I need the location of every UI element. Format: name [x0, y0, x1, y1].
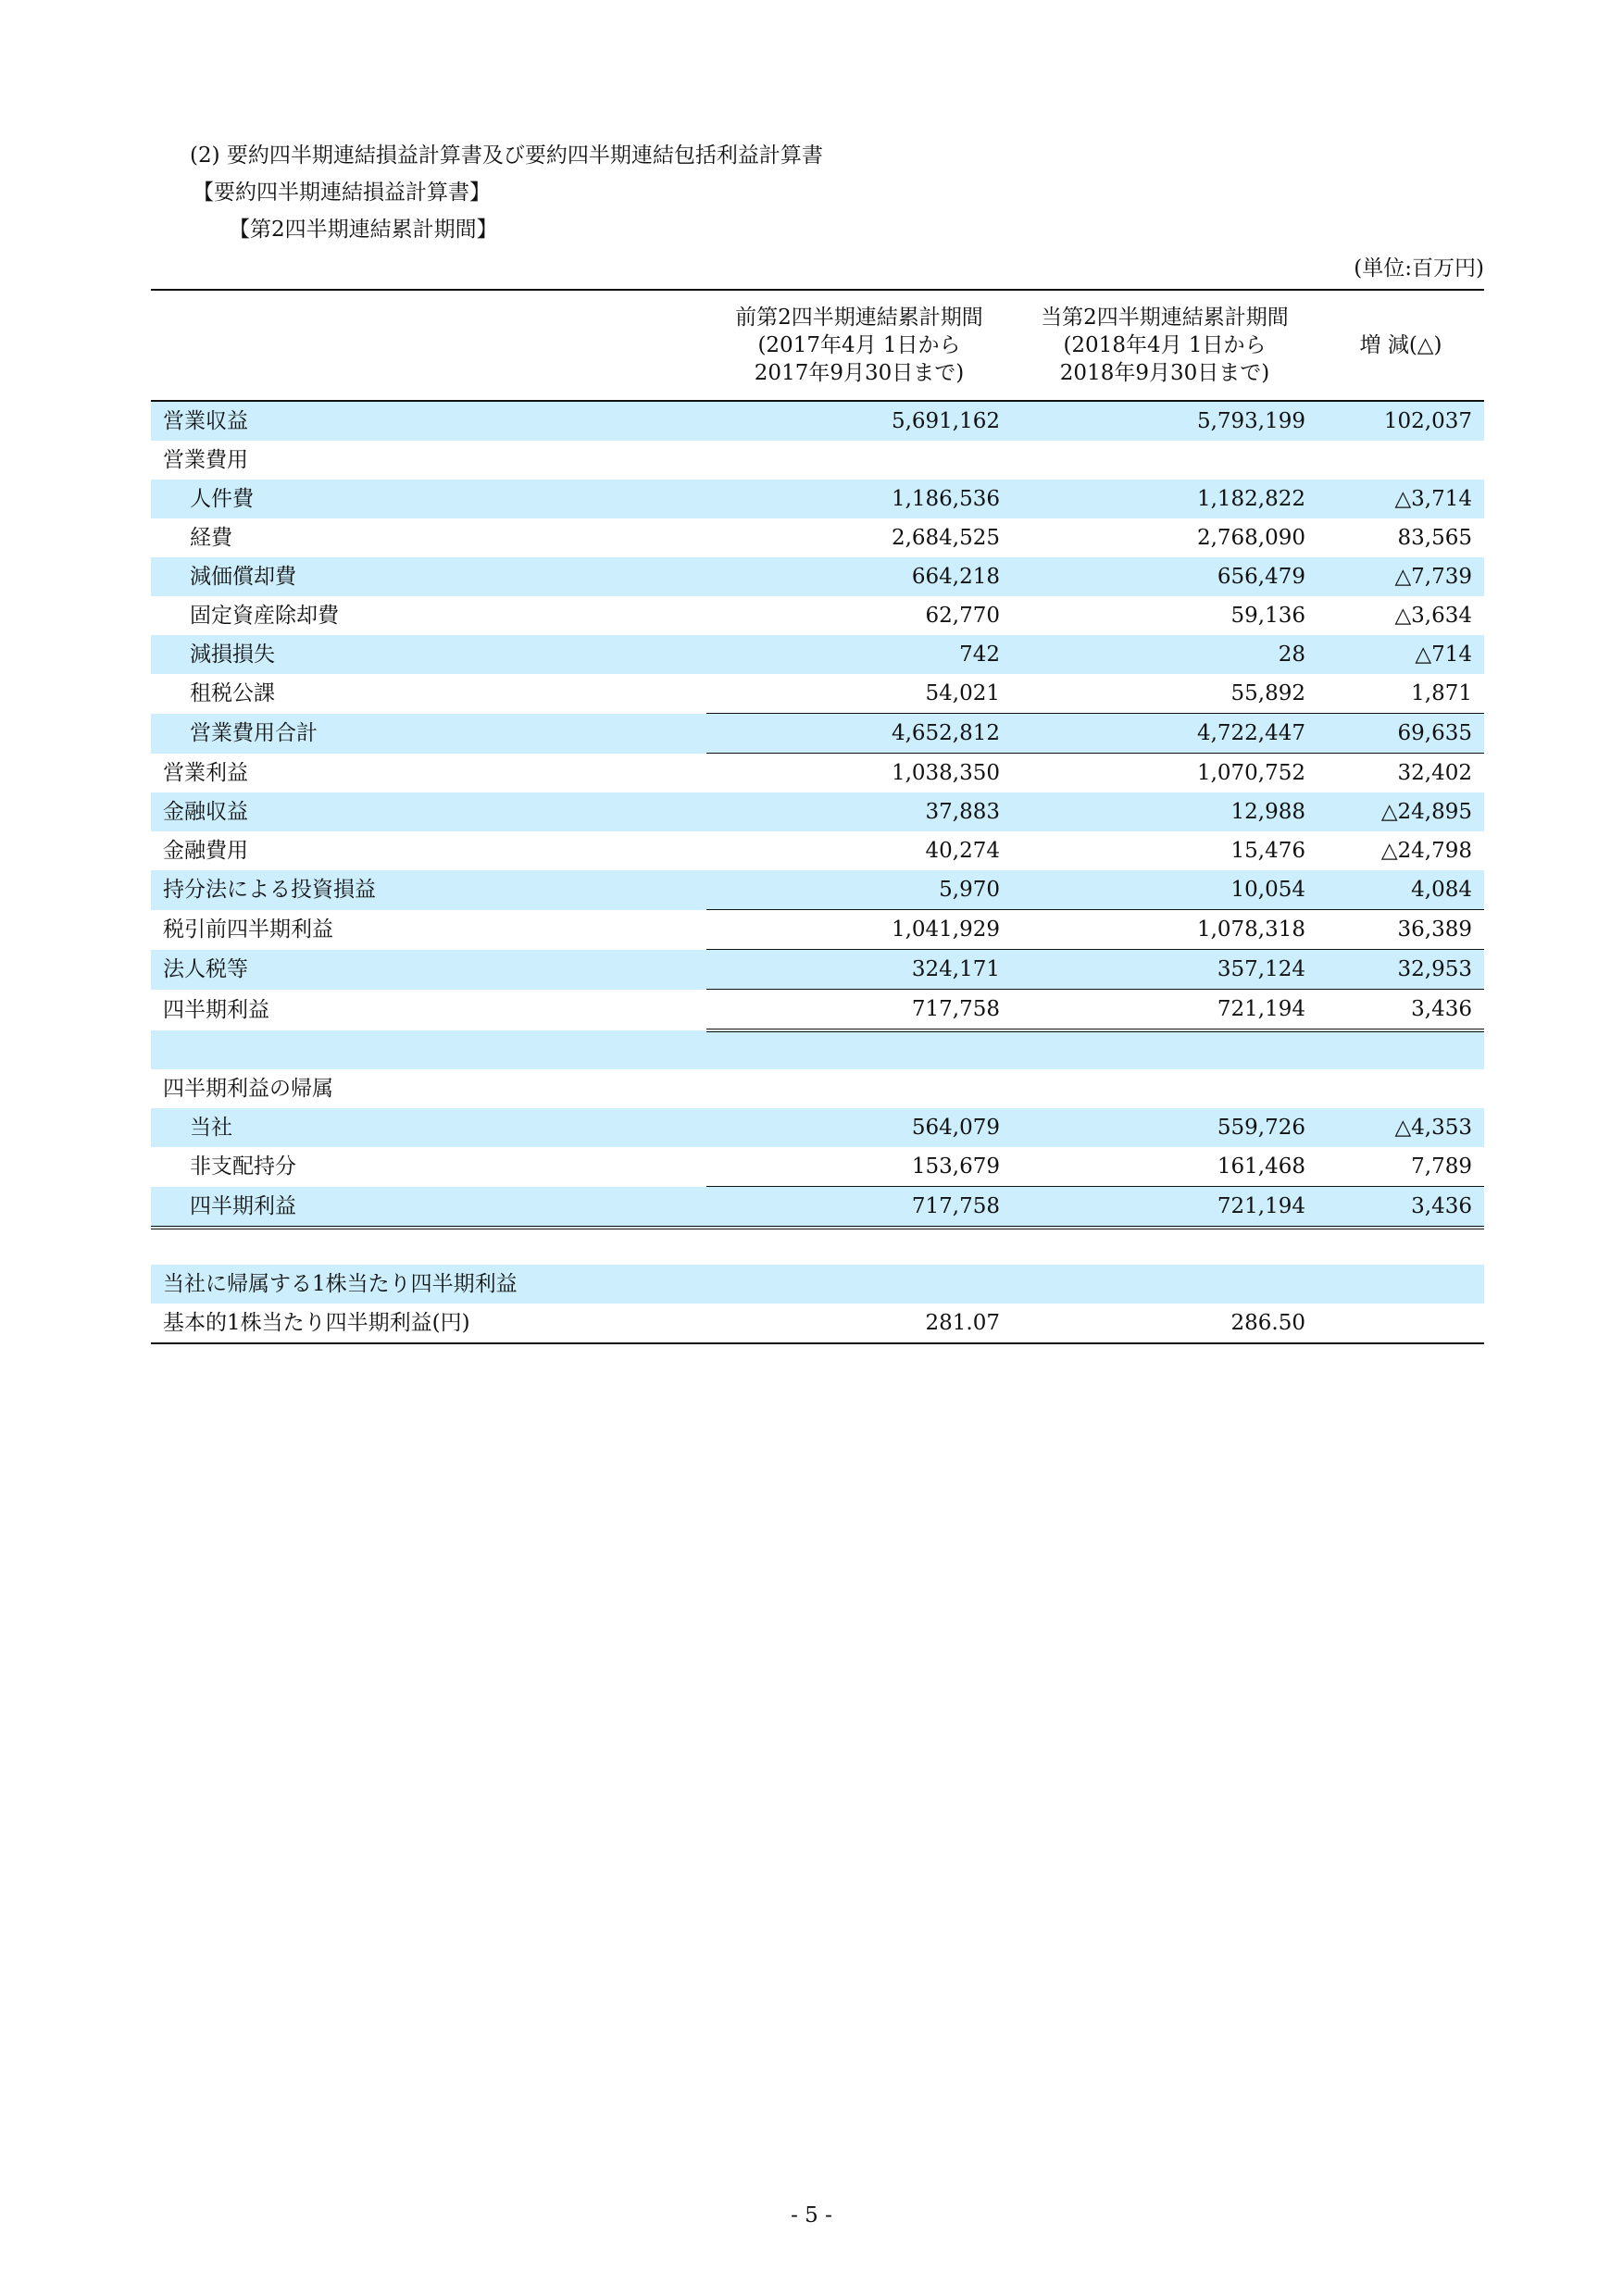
unit-label: (単位:百万円) — [1354, 256, 1484, 281]
page-number: - 5 - — [791, 2203, 832, 2227]
row-label: 人件費 — [151, 480, 706, 518]
change-value: 36,389 — [1317, 910, 1484, 950]
column-header-prev: 前第2四半期連結累計期間 (2017年4月 1日から 2017年9月30日まで) — [735, 306, 983, 385]
table-row — [151, 1108, 1484, 1147]
curr-value: 28 — [1012, 635, 1317, 674]
row-label: 基本的1株当たり四半期利益(円) — [151, 1304, 706, 1343]
row-label: 租税公課 — [190, 681, 275, 706]
curr-value: 656,479 — [1012, 557, 1317, 596]
header-blank — [151, 290, 706, 401]
row-label: 税引前四半期利益 — [163, 917, 333, 942]
prev-value: 153,679 — [911, 1154, 1000, 1179]
prev-value: 54,021 — [925, 681, 1000, 705]
curr-value: 161,468 — [1217, 1154, 1305, 1179]
statement-title: 【要約四半期連結損益計算書】 — [193, 181, 491, 205]
prev-value: 281.07 — [706, 1304, 1012, 1343]
column-header-curr: 当第2四半期連結累計期間 (2018年4月 1日から 2018年9月30日まで) — [1041, 306, 1289, 385]
table-row — [151, 1147, 1484, 1187]
prev-value: 1,038,350 — [706, 754, 1012, 793]
row-label: 営業収益 — [151, 401, 706, 441]
table-row — [151, 557, 1484, 596]
table-row — [151, 441, 1484, 480]
table-row — [151, 674, 1484, 714]
curr-value: 59,136 — [1230, 604, 1305, 628]
change-value: 4,084 — [1317, 870, 1484, 910]
curr-value: 12,988 — [1012, 792, 1317, 831]
row-label: 営業費用 — [163, 448, 248, 472]
curr-value: 4,722,447 — [1012, 714, 1317, 754]
prev-value: 62,770 — [925, 604, 1000, 628]
curr-value: 721,194 — [1012, 990, 1317, 1031]
curr-value: 721,194 — [1012, 1187, 1317, 1229]
change-value — [1317, 1304, 1484, 1343]
change-value: 102,037 — [1317, 401, 1484, 441]
table-row — [151, 950, 1484, 990]
row-label: 経費 — [190, 526, 232, 550]
curr-value — [1012, 441, 1317, 480]
table-row-subtotal — [151, 714, 1484, 754]
change-value: 32,953 — [1317, 950, 1484, 990]
prev-value: 717,758 — [706, 1187, 1012, 1229]
curr-value: 1,078,318 — [1012, 910, 1317, 950]
prev-value: 324,171 — [706, 950, 1012, 990]
prev-value: 37,883 — [706, 792, 1012, 831]
prev-value: 742 — [706, 635, 1012, 674]
prev-value: 4,652,812 — [706, 714, 1012, 754]
table-row — [151, 831, 1484, 870]
change-value: 83,565 — [1397, 526, 1472, 550]
row-label: 非支配持分 — [190, 1154, 296, 1179]
change-value — [1317, 441, 1484, 480]
eps-heading: 当社に帰属する1株当たり四半期利益 — [151, 1265, 706, 1304]
row-label: 固定資産除却費 — [190, 604, 339, 628]
row-label: 当社 — [151, 1108, 706, 1147]
row-label: 金融収益 — [151, 792, 706, 831]
change-value: △7,739 — [1317, 557, 1484, 596]
curr-value: 1,182,822 — [1012, 480, 1317, 518]
curr-value: 1,070,752 — [1012, 754, 1317, 793]
column-header-change: 増 減(△) — [1359, 333, 1442, 357]
curr-value: 10,054 — [1012, 870, 1317, 910]
column-header-row — [151, 290, 1484, 401]
row-label: 減価償却費 — [151, 557, 706, 596]
table-row-total — [151, 990, 1484, 1031]
change-value: △3,714 — [1317, 480, 1484, 518]
change-value: △714 — [1317, 635, 1484, 674]
table-row — [151, 480, 1484, 518]
change-value: △3,634 — [1394, 604, 1472, 628]
table-row — [151, 401, 1484, 441]
table-row — [151, 635, 1484, 674]
table-row — [151, 792, 1484, 831]
section-heading-row — [151, 1069, 1484, 1108]
prev-value: 40,274 — [925, 839, 1000, 863]
curr-value: 559,726 — [1012, 1108, 1317, 1147]
curr-value: 15,476 — [1230, 839, 1305, 863]
prev-value: 5,691,162 — [706, 401, 1012, 441]
curr-value: 2,768,090 — [1196, 526, 1305, 550]
row-label: 法人税等 — [151, 950, 706, 990]
spacer-row — [151, 1030, 1484, 1069]
change-value: △24,895 — [1317, 792, 1484, 831]
prev-value: 664,218 — [706, 557, 1012, 596]
curr-value: 286.50 — [1012, 1304, 1317, 1343]
change-value: 7,789 — [1411, 1154, 1472, 1179]
prev-value: 1,186,536 — [706, 480, 1012, 518]
change-value: 3,436 — [1317, 1187, 1484, 1229]
attribution-heading: 四半期利益の帰属 — [163, 1077, 333, 1101]
row-label: 営業利益 — [163, 760, 248, 785]
change-value: 3,436 — [1317, 990, 1484, 1031]
curr-value: 55,892 — [1230, 681, 1305, 705]
row-label: 金融費用 — [163, 839, 248, 863]
period-title: 【第2四半期連結累計期間】 — [229, 218, 498, 242]
gap-row — [151, 1228, 1484, 1265]
row-label: 減損損失 — [151, 635, 706, 674]
table-row-subtotal — [151, 910, 1484, 950]
change-value: △24,798 — [1380, 839, 1472, 863]
income-statement-table — [151, 289, 1484, 1344]
prev-value: 564,079 — [706, 1108, 1012, 1147]
section-title: (2) 要約四半期連結損益計算書及び要約四半期連結包括利益計算書 — [190, 144, 823, 168]
curr-value: 5,793,199 — [1012, 401, 1317, 441]
prev-value: 2,684,525 — [891, 526, 1000, 550]
prev-value: 717,758 — [706, 990, 1012, 1031]
row-label: 四半期利益 — [151, 1187, 706, 1229]
section-heading-row — [151, 1265, 1484, 1304]
change-value: △4,353 — [1317, 1108, 1484, 1147]
table-row-total — [151, 1187, 1484, 1229]
prev-value: 5,970 — [706, 870, 1012, 910]
row-label: 持分法による投資損益 — [151, 870, 706, 910]
table-row — [151, 596, 1484, 635]
change-value: 32,402 — [1317, 754, 1484, 793]
row-label: 四半期利益 — [163, 997, 269, 1022]
table-row — [151, 518, 1484, 557]
prev-value: 1,041,929 — [706, 910, 1012, 950]
table-row — [151, 1304, 1484, 1343]
curr-value: 357,124 — [1012, 950, 1317, 990]
table-row — [151, 870, 1484, 910]
change-value: 69,635 — [1317, 714, 1484, 754]
row-label: 営業費用合計 — [151, 714, 706, 754]
change-value: 1,871 — [1411, 681, 1472, 705]
prev-value — [706, 441, 1012, 480]
table-row-subtotal — [151, 754, 1484, 793]
